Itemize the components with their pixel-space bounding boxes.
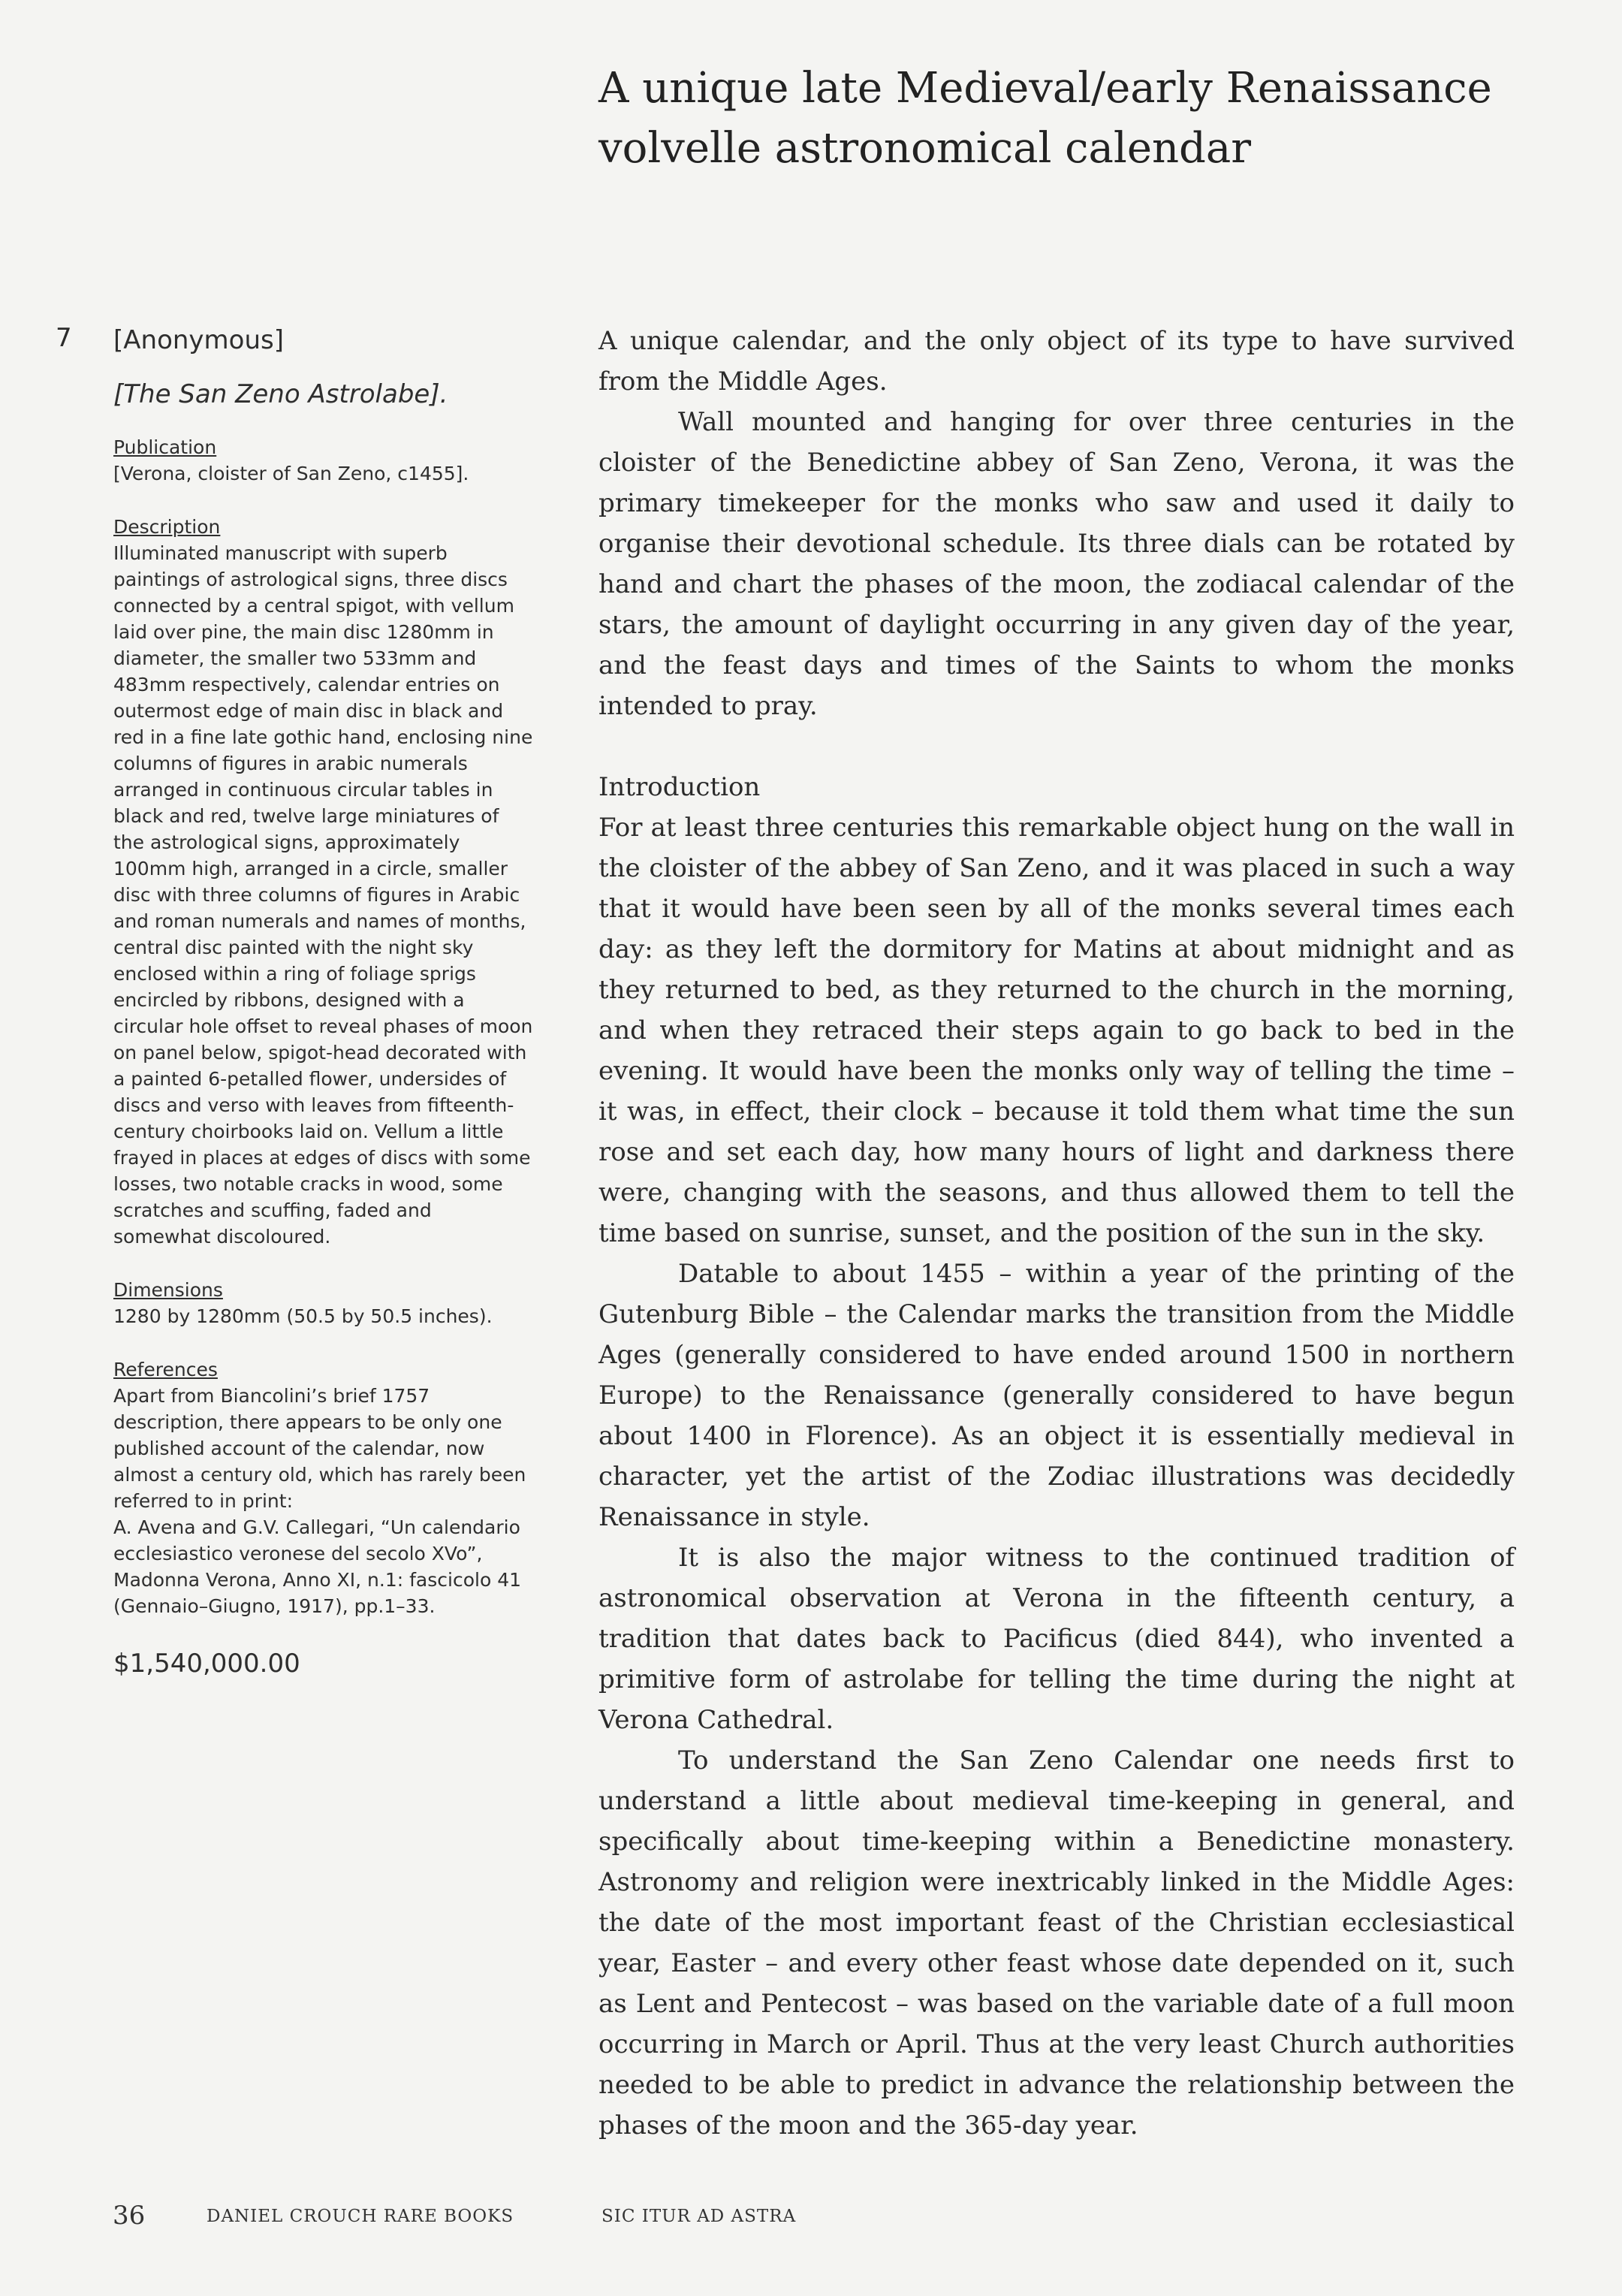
references-section	[113, 1356, 534, 1619]
author: [Anonymous]	[113, 325, 284, 355]
main-text	[598, 321, 1515, 2146]
price: $1,540,000.00	[113, 1649, 300, 1679]
description-section	[113, 514, 534, 1250]
publication-label: Publication	[113, 436, 217, 458]
references-label: References	[113, 1359, 218, 1380]
intro-paragraph-1: A unique calendar, and the only object of its type to have survived from the Middle Ages.	[598, 326, 1515, 397]
description-label: Description	[113, 516, 221, 538]
title-line-2: volvelle astronomical calendar	[598, 124, 1252, 173]
references-intro: Apart from Biancolini’s brief 1757 description, there appears to be only one published account of the calendar, now almost a century old, which has rarely been referred to in print:	[113, 1385, 526, 1512]
dimensions-text: 1280 by 1280mm (50.5 by 50.5 inches).	[113, 1305, 493, 1327]
page-number: 36	[113, 2201, 146, 2231]
dimensions-section	[113, 1277, 534, 1329]
dimensions-label: Dimensions	[113, 1279, 223, 1301]
publisher-name: DANIEL CROUCH RARE BOOKS	[207, 2207, 514, 2226]
body-paragraph-6: To understand the San Zeno Calendar one needs first to understand a little about medieval time-keeping in general, and specifically about time-keeping within a Benedictine monastery. Astronomy and religion were inextricably linked in the Middle Ages: the date of the most important feast of the Christian ecclesiastical year, Easter – and every other feast whose date depended on it, such as Lent and Pentecost – was based on the variable date of a full moon occurring in March or April. Thus at the very least Church authorities needed to be able to predict in advance the relationship between the phases of the moon and the 365-day year.	[598, 1745, 1515, 2141]
work-title: [The San Zeno Astrolabe].	[113, 379, 448, 409]
page-title	[598, 59, 1575, 179]
publication-text: [Verona, cloister of San Zeno, c1455].	[113, 463, 469, 484]
publication-section	[113, 434, 534, 487]
body-paragraph-3: For at least three centuries this remarkable object hung on the wall in the cloister of the abbey of San Zeno, and it was placed in such a way that it would have been seen by all of the monks several times each day: as they left the dormitory for Matins at about midnight and as they returned to bed, as they returned to the church in the morning, and when they retraced their steps again to go back to bed in the evening. It would have been the monks only way of telling the time – it was, in effect, their clock – because it told them what time the sun rose and set each day, how many hours of light and darkness there were, changing with the seasons, and thus allowed them to tell the time based on sunrise, sunset, and the position of the sun in the sky.	[598, 813, 1515, 1248]
intro-paragraph-2: Wall mounted and hanging for over three centuries in the cloister of the Benedictine abbey of San Zeno, Verona, it was the primary timekeeper for the monks who saw and used it daily to organise their devotional schedule. Its three dials can be rotated by hand and chart the phases of the moon, the zodiacal calendar of the stars, the amount of daylight occurring in any given day of the year, and the feast days and times of the Saints to whom the monks intended to pray.	[598, 407, 1515, 721]
title-line-1: A unique late Medieval/early Renaissance	[598, 64, 1492, 113]
lot-number: 7	[56, 323, 72, 353]
section-heading-introduction: Introduction	[598, 772, 761, 802]
description-text: Illuminated manuscript with superb paintings of astrological signs, three discs connected by a central spigot, with vellum laid over pine, the main disc 1280mm in diameter, the smaller two 533mm and 483mm respectively, calendar entries on outermost edge of main disc in black and red in a fine late gothic hand, enclosing nine columns of figures in arabic numerals arranged in continuous circular tables in black and red, twelve large miniatures of the astrological signs, approximately 100mm high, arranged in a circle, smaller disc with three columns of figures in Arabic and roman numerals and names of months, central disc painted with the night sky enclosed within a ring of foliage sprigs encircled by ribbons, designed with a circular hole offset to reveal phases of moon on panel below, spigot-head decorated with a painted 6-petalled flower, undersides of discs and verso with leaves from fifteenth-century choirbooks laid on. Vellum a little frayed in places at edges of discs with some losses, two notable cracks in wood, some scratches and scuffing, faded and somewhat discoloured.	[113, 542, 533, 1248]
body-paragraph-4: Datable to about 1455 – within a year of the printing of the Gutenburg Bible – the Calendar marks the transition from the Middle Ages (generally considered to have ended around 1500 in northern Europe) to the Renaissance (generally considered to have begun about 1400 in Florence). As an object it is essentially medieval in character, yet the artist of the Zodiac illustrations was decidedly Renaissance in style.	[598, 1259, 1515, 1532]
references-citation: A. Avena and G.V. Callegari, “Un calendario ecclesiastico veronese del secolo XVo”, Madonna Verona, Anno XI, n.1: fascicolo 41 (Gennaio–Giugno, 1917), pp.1–33.	[113, 1516, 522, 1617]
body-paragraph-5: It is also the major witness to the continued tradition of astronomical observation at Verona in the fifteenth century, a tradition that dates back to Pacificus (died 844), who invented a primitive form of astrolabe for telling the time during the night at Verona Cathedral.	[598, 1543, 1515, 1735]
catalogue-entry-sidebar	[113, 323, 534, 1681]
catalogue-motto: SIC ITUR AD ASTRA	[601, 2207, 797, 2226]
